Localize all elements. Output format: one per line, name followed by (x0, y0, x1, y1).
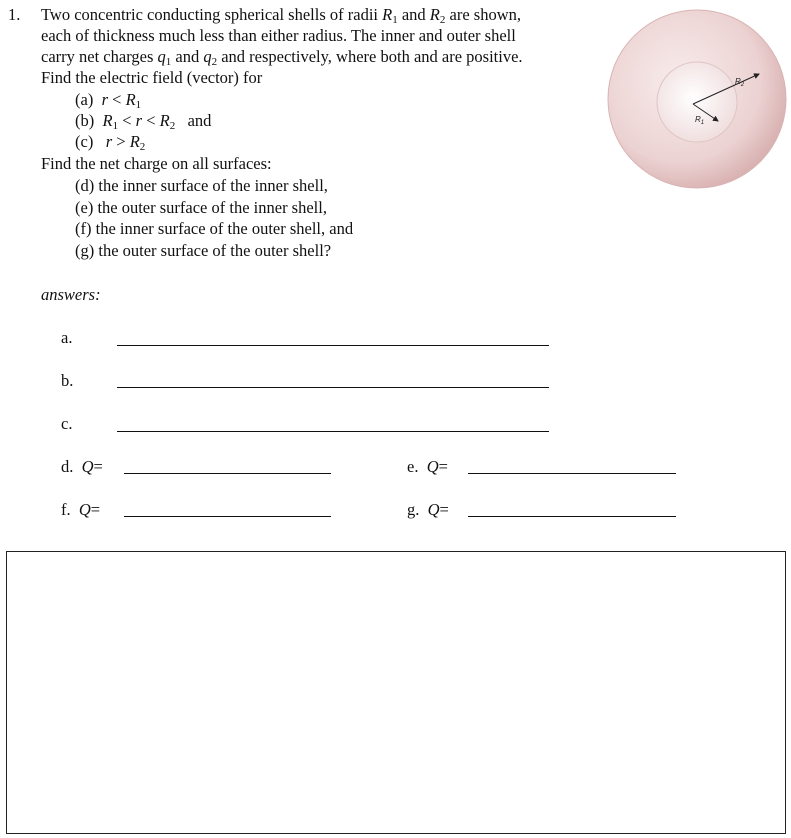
answer-label-g: g. Q= (407, 500, 449, 519)
answer-blank-b[interactable] (117, 387, 549, 388)
answers-heading: answers: (41, 285, 101, 304)
answer-blank-c[interactable] (117, 431, 549, 432)
answer-label-b: b. (61, 371, 74, 390)
answer-label-a: a. (61, 328, 73, 347)
field-part-a: (a) $r < R_1$ (75, 90, 142, 111)
charge-part-d: (d) the inner surface of the inner shell, (75, 176, 328, 195)
problem-line-3: carry net charges $q_1$ and $q_2$ and respectively, where both and are positive. (41, 47, 523, 68)
answer-label-d: d. Q= (61, 457, 103, 476)
field-part-b: (b) $R_1 < r < R_2$ and (75, 111, 212, 132)
outer-radius-label: $R_2$ (735, 77, 745, 88)
charge-part-g: (g) the outer surface of the outer shell? (75, 241, 332, 260)
charge-intro: Find the net charge on all surfaces: (41, 154, 272, 173)
inner-radius-label: $R_1$ (695, 115, 705, 126)
answer-label-e: e. Q= (407, 457, 448, 476)
answer-label-f: f. Q= (61, 500, 101, 519)
answer-label-c: c. (61, 414, 73, 433)
answer-blank-g[interactable] (468, 516, 676, 517)
answer-blank-d[interactable] (124, 473, 331, 474)
charge-part-e: (e) the outer surface of the inner shell, (75, 198, 327, 217)
concentric-shells-figure (606, 8, 788, 190)
answer-blank-a[interactable] (117, 345, 549, 346)
problem-line-1: Two concentric conducting spherical shells of radii $R_1$ and $R_2$ are shown, (41, 5, 521, 26)
problem-line-2: each of thickness much less than either radius. The inner and outer shell (41, 26, 516, 45)
charge-part-f: (f) the inner surface of the outer shell, and (75, 219, 354, 238)
problem-number: 1. (8, 5, 21, 24)
problem-line-4: Find the electric field (vector) for (41, 68, 263, 87)
work-box[interactable] (6, 551, 786, 834)
answer-blank-f[interactable] (124, 516, 331, 517)
answer-blank-e[interactable] (468, 473, 676, 474)
field-part-c: (c) $r > R_2$ (75, 132, 146, 153)
